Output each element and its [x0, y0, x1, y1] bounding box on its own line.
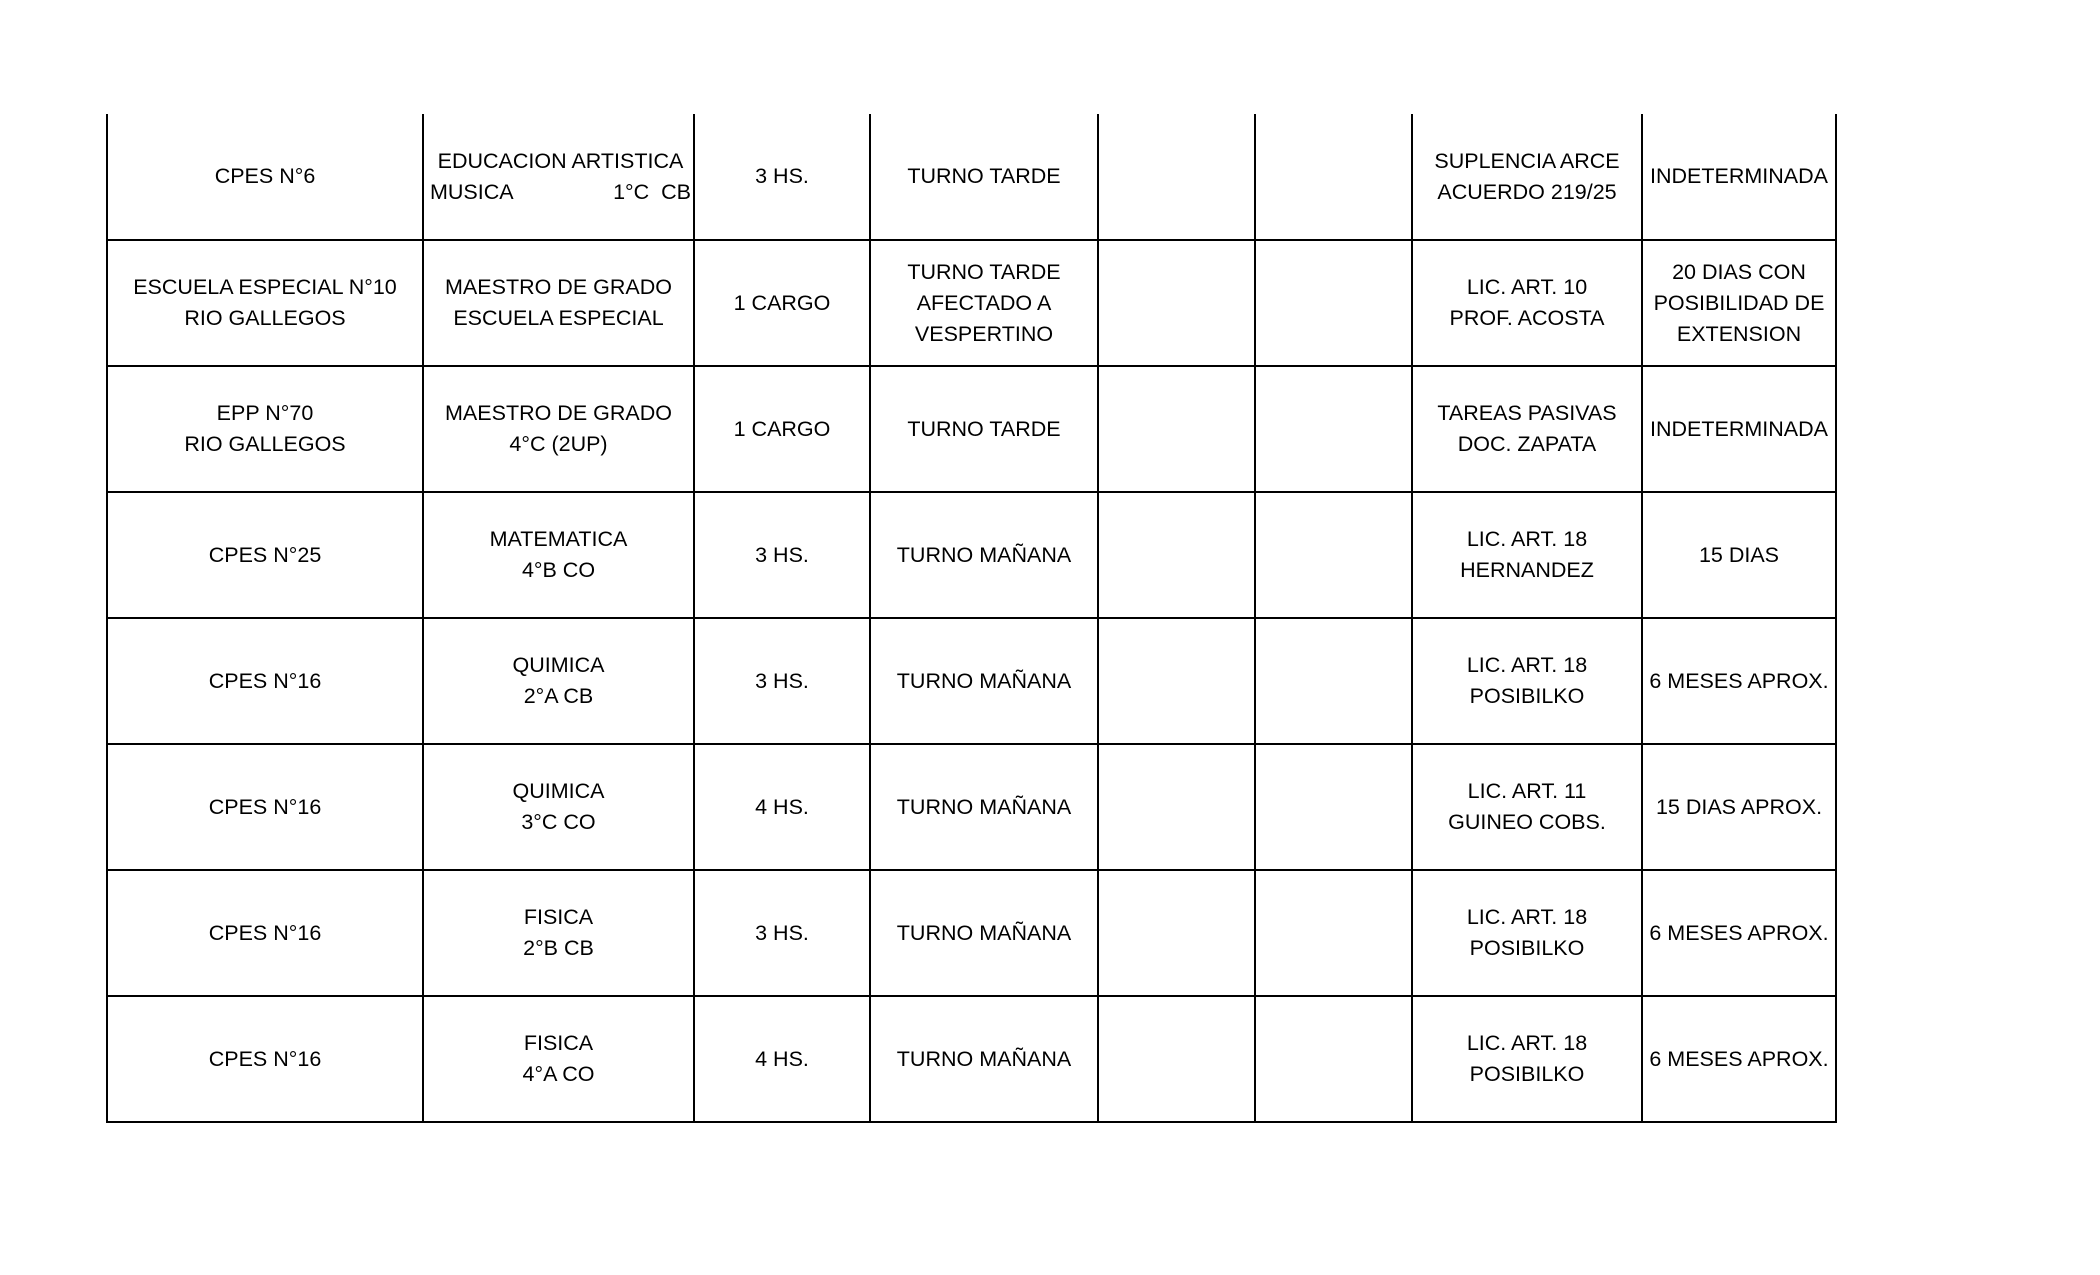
blank-cell — [1098, 618, 1255, 744]
hours-cell — [694, 618, 870, 744]
duration-cell — [1642, 240, 1836, 366]
shift-cell — [870, 870, 1098, 996]
hours-cell — [694, 744, 870, 870]
subject-cell — [423, 618, 694, 744]
split-left: MUSICA — [430, 179, 514, 204]
reason-cell — [1412, 492, 1642, 618]
shift-cell — [870, 492, 1098, 618]
cell-line: 20 DIAS CON — [1672, 259, 1806, 284]
cell-line: 15 DIAS — [1698, 542, 1780, 567]
cell-line: GUINEO COBS. — [1448, 810, 1606, 834]
shift-cell — [870, 618, 1098, 744]
table-row — [107, 492, 1836, 618]
cell-line: POSIBILKO — [1469, 936, 1585, 960]
cell-line: TURNO MAÑANA — [896, 542, 1072, 567]
school-cell — [107, 996, 423, 1122]
blank-cell — [1255, 240, 1412, 366]
subject-cell — [423, 114, 694, 240]
blank-cell — [1255, 366, 1412, 492]
cell-line: LIC. ART. 18 — [1466, 653, 1588, 677]
cell-line: 4°B CO — [521, 558, 596, 582]
cell-line: POSIBILKO — [1469, 684, 1585, 708]
duration-cell — [1642, 366, 1836, 492]
duration-cell — [1642, 996, 1836, 1122]
cell-line: 3 HS. — [755, 542, 809, 567]
blank-cell — [1098, 744, 1255, 870]
reason-cell — [1412, 744, 1642, 870]
table-row — [107, 240, 1836, 366]
hours-cell — [694, 492, 870, 618]
blank-cell — [1255, 114, 1412, 240]
cell-line: 6 MESES APROX. — [1649, 1046, 1829, 1071]
table-row — [107, 744, 1836, 870]
cell-line: MAESTRO DE GRADO — [445, 275, 672, 299]
cell-line: ESCUELA ESPECIAL N°10 — [133, 275, 397, 299]
cell-line: MAESTRO DE GRADO — [445, 401, 672, 425]
subject-cell — [423, 492, 694, 618]
cell-line: 4 HS. — [755, 794, 809, 819]
cell-line: POSIBILIDAD DE — [1653, 290, 1825, 315]
cell-line: 6 MESES APROX. — [1649, 668, 1829, 693]
cell-line: 6 MESES APROX. — [1649, 920, 1829, 945]
table-row — [107, 618, 1836, 744]
cell-line: TURNO MAÑANA — [896, 794, 1072, 819]
shift-cell — [870, 240, 1098, 366]
reason-cell — [1412, 870, 1642, 996]
shift-cell — [870, 366, 1098, 492]
hours-cell — [694, 996, 870, 1122]
reason-cell — [1412, 618, 1642, 744]
subject-cell — [423, 366, 694, 492]
cell-line: ACUERDO 219/25 — [1437, 179, 1617, 204]
blank-cell — [1098, 240, 1255, 366]
cell-line: LIC. ART. 18 — [1466, 527, 1588, 551]
cell-line: INDETERMINADA — [1650, 164, 1828, 188]
cell-line: HERNANDEZ — [1460, 558, 1594, 582]
cell-line: 1 CARGO — [733, 290, 831, 315]
reason-cell — [1412, 114, 1642, 240]
cell-line: VESPERTINO — [914, 321, 1054, 346]
cell-line: RIO GALLEGOS — [184, 432, 346, 456]
subject-cell — [423, 996, 694, 1122]
cell-line: RIO GALLEGOS — [184, 306, 346, 330]
blank-cell — [1098, 366, 1255, 492]
table-row — [107, 366, 1836, 492]
cell-line: DOC. ZAPATA — [1457, 432, 1597, 456]
duration-cell — [1642, 492, 1836, 618]
hours-cell — [694, 870, 870, 996]
school-cell — [107, 366, 423, 492]
cell-line: POSIBILKO — [1469, 1062, 1585, 1086]
cell-line: 4°A CO — [522, 1062, 595, 1086]
split-right: 1°C CB — [613, 179, 691, 204]
cell-line: 1 CARGO — [733, 416, 831, 441]
cell-line: LIC. ART. 10 — [1466, 275, 1588, 299]
cell-line: EDUCACION ARTISTICA — [437, 148, 684, 173]
cell-line: CPES N°16 — [208, 794, 322, 819]
cell-line: 3°C CO — [521, 810, 596, 834]
shift-cell — [870, 744, 1098, 870]
blank-cell — [1098, 996, 1255, 1122]
cell-line: 2°B CB — [523, 936, 594, 960]
duration-cell — [1642, 114, 1836, 240]
cell-line: TAREAS PASIVAS — [1437, 401, 1617, 425]
shift-cell — [870, 114, 1098, 240]
reason-cell — [1412, 996, 1642, 1122]
school-cell — [107, 618, 423, 744]
blank-cell — [1255, 618, 1412, 744]
cell-line: 2°A CB — [523, 684, 594, 708]
cell-line: LIC. ART. 11 — [1467, 779, 1587, 803]
duration-cell — [1642, 618, 1836, 744]
school-cell — [107, 870, 423, 996]
assignments-table — [106, 114, 1837, 1123]
cell-line: CPES N°16 — [208, 668, 322, 693]
cell-line: FISICA — [523, 1031, 594, 1055]
cell-line: CPES N°16 — [208, 1046, 322, 1071]
subject-cell — [423, 240, 694, 366]
cell-line: 4 HS. — [755, 1046, 809, 1071]
blank-cell — [1098, 492, 1255, 618]
reason-cell — [1412, 240, 1642, 366]
cell-line: LIC. ART. 18 — [1466, 905, 1588, 929]
hours-cell — [694, 114, 870, 240]
cell-line: TURNO MAÑANA — [896, 1046, 1072, 1071]
school-cell — [107, 114, 423, 240]
cell-line: 15 DIAS APROX. — [1655, 794, 1823, 819]
table-row — [107, 870, 1836, 996]
cell-line: INDETERMINADA — [1650, 416, 1828, 441]
cell-line: QUIMICA — [512, 779, 605, 803]
blank-cell — [1255, 870, 1412, 996]
cell-line-split — [430, 177, 691, 208]
reason-cell — [1412, 366, 1642, 492]
table-row — [107, 114, 1836, 240]
duration-cell — [1642, 870, 1836, 996]
table-body — [107, 114, 1836, 1122]
cell-line: 3 HS. — [755, 920, 809, 945]
blank-cell — [1255, 744, 1412, 870]
cell-line: CPES N°25 — [208, 542, 322, 567]
cell-line: CPES N°16 — [208, 920, 322, 945]
table-row — [107, 996, 1836, 1122]
cell-line: PROF. ACOSTA — [1449, 306, 1605, 330]
cell-line: CPES N°6 — [214, 164, 316, 188]
school-cell — [107, 744, 423, 870]
school-cell — [107, 240, 423, 366]
cell-line: AFECTADO A — [916, 290, 1052, 315]
cell-line: TURNO TARDE — [907, 416, 1061, 441]
blank-cell — [1098, 114, 1255, 240]
duration-cell — [1642, 744, 1836, 870]
shift-cell — [870, 996, 1098, 1122]
cell-line: LIC. ART. 18 — [1466, 1031, 1588, 1055]
cell-line: MATEMATICA — [489, 527, 628, 551]
blank-cell — [1098, 870, 1255, 996]
cell-line: 4°C (2UP) — [509, 432, 608, 456]
cell-line: TURNO TARDE — [907, 164, 1061, 188]
school-cell — [107, 492, 423, 618]
subject-cell — [423, 744, 694, 870]
blank-cell — [1255, 996, 1412, 1122]
cell-line: TURNO MAÑANA — [896, 668, 1072, 693]
cell-line: EXTENSION — [1676, 321, 1802, 346]
hours-cell — [694, 240, 870, 366]
cell-line: QUIMICA — [512, 653, 605, 677]
cell-line: SUPLENCIA ARCE — [1434, 148, 1620, 173]
cell-line: ESCUELA ESPECIAL — [453, 306, 664, 330]
cell-line: TURNO TARDE — [907, 259, 1061, 284]
subject-cell — [423, 870, 694, 996]
cell-line: 3 HS. — [755, 164, 809, 188]
cell-line: 3 HS. — [755, 668, 809, 693]
blank-cell — [1255, 492, 1412, 618]
cell-line: EPP N°70 — [216, 401, 314, 425]
cell-line: FISICA — [523, 905, 594, 929]
cell-line: TURNO MAÑANA — [896, 920, 1072, 945]
hours-cell — [694, 366, 870, 492]
